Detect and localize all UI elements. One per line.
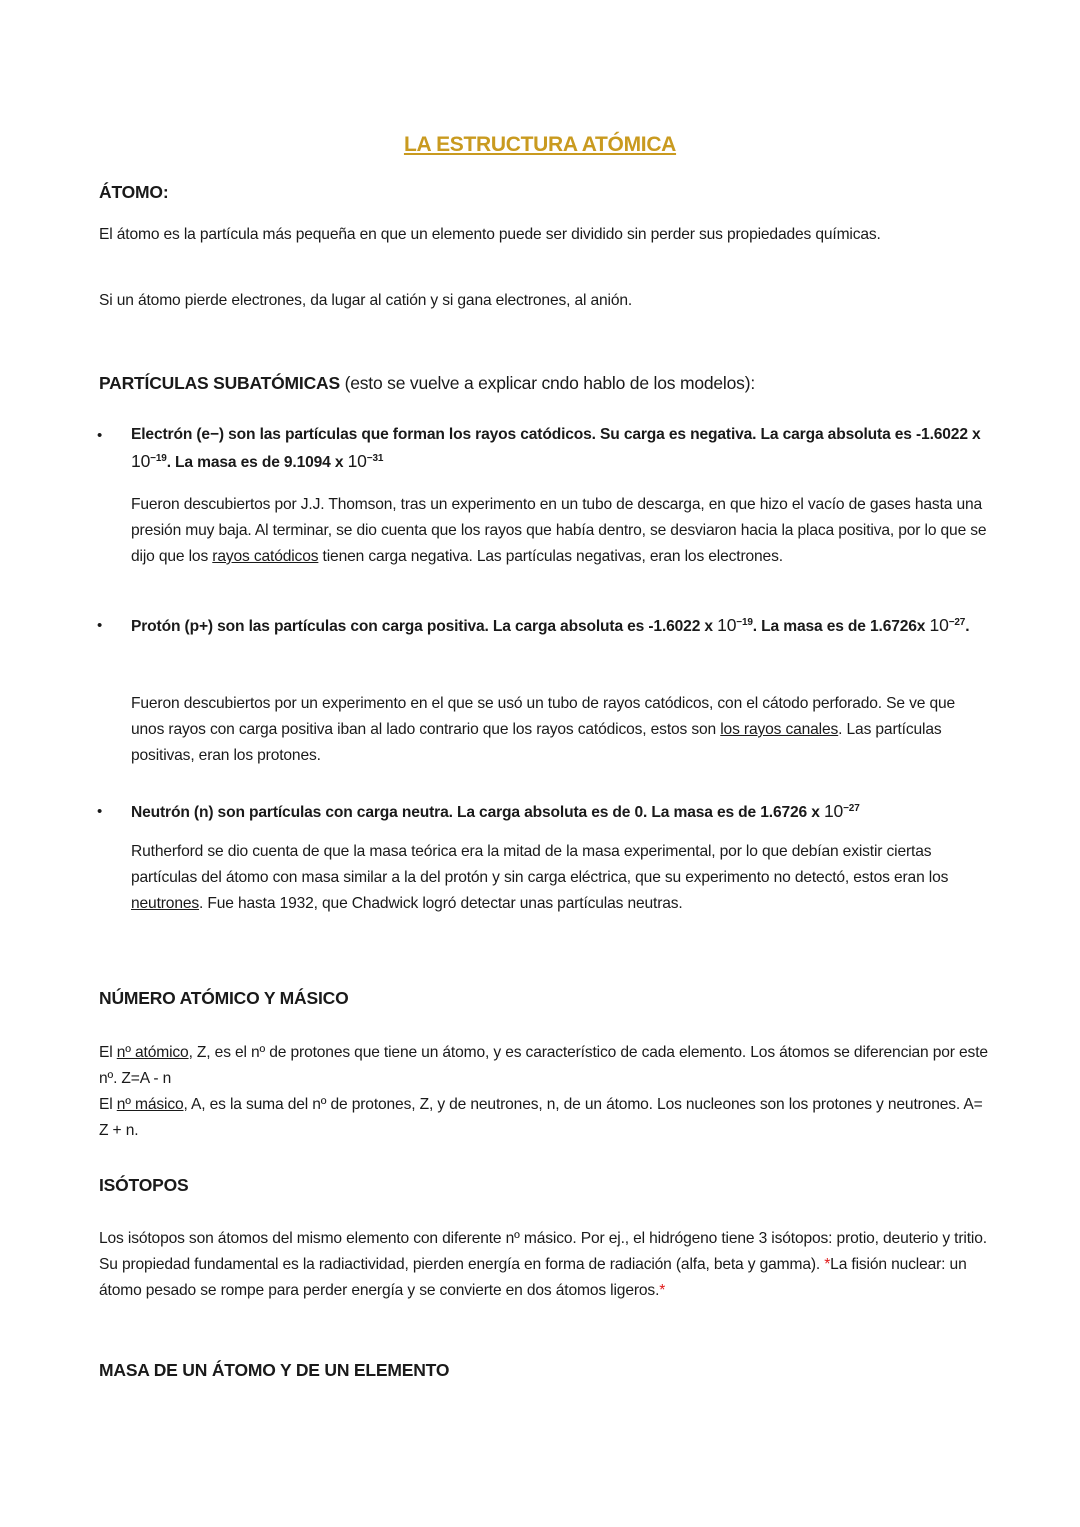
proton-desc-b: . Las partículas positivas, eran los protones. xyxy=(131,721,942,764)
proton-summary xyxy=(131,612,991,640)
electron-mass-lead: . La masa es de 9.1094 x xyxy=(166,454,348,471)
proton-end: . xyxy=(965,618,970,635)
proton-description xyxy=(131,691,991,769)
neutron-description xyxy=(131,839,991,917)
neutron-summary xyxy=(131,798,991,826)
proton-desc-a: Fueron descubiertos por un experimento en el que se usó un tubo de rayos catódicos, con el cátodo perforado. Se ve que unos rayos con carga positiva iban al lado contrario que los rayos catódicos, estos son xyxy=(131,695,956,738)
electron-mass-base: 10 xyxy=(347,451,367,471)
isotopos-body: Los isótopos son átomos del mismo elemento con diferente nº másico. Por ej., el hidrógeno tiene 3 isótopos: protio, deuterio y tritio. Su propiedad fundamental es la radiactividad, pierden energía en forma de radiación (alfa, beta y gamma). xyxy=(99,1230,987,1273)
asterisk-close: * xyxy=(659,1282,666,1299)
bullet-proton: • xyxy=(97,617,103,634)
numero-masico-term: nº másico xyxy=(116,1096,184,1113)
electron-desc-a: Fueron descubiertos por J.J. Thomson, tras un experimento en un tubo de descarga, en que hizo el vacío de gases hasta una presión muy baja. Al terminar, se dio cuenta que los rayos que había dentro, se desviaron hacia la placa positiva, por lo que se dijo que los xyxy=(131,496,987,565)
proton-mass-base: 10 xyxy=(929,615,949,635)
numero-atomico-term: nº atómico xyxy=(116,1044,189,1061)
masa-heading: MASA DE UN ÁTOMO Y DE UN ELEMENTO xyxy=(99,1360,450,1380)
electron-description xyxy=(131,492,991,570)
neutron-mass-exponent: −27 xyxy=(843,802,860,814)
electron-charge-exponent: −19 xyxy=(150,452,167,464)
numero-masico-b: , A, es la suma del nº de protones, Z, y de neutrones, n, de un átomo. Los nucleones son los protones y neutrones. A= Z + n. xyxy=(99,1096,983,1139)
asterisk-open: * xyxy=(824,1256,831,1273)
proton-mass-lead: . La masa es de 1.6726x xyxy=(752,618,930,635)
proton-charge-exponent: −19 xyxy=(736,616,753,628)
fision-note: La fisión nuclear: un átomo pesado se rompe para perder energía y se convierte en dos átomos ligeros. xyxy=(99,1256,967,1299)
proton-charge-base: 10 xyxy=(717,615,737,635)
electron-desc-b: tienen carga negativa. Las partículas negativas, eran los electrones. xyxy=(318,548,783,565)
proton-lead: Protón (p+) son las partículas con carga positiva. La carga absoluta es -1.6022 x xyxy=(131,618,718,635)
electron-lead: Electrón (e−) son las partículas que forman los rayos catódicos. Su carga es negativa. La carga absoluta es -1.6022 x xyxy=(131,426,981,443)
numero-atomico-b: , Z, es el nº de protones que tiene un átomo, y es característico de cada elemento. Los átomos se diferencian por este nº. Z=A - n xyxy=(99,1044,988,1087)
neutrones-term: neutrones xyxy=(131,895,200,912)
numero-atomico-a: El xyxy=(99,1044,117,1061)
numero-atomico-text xyxy=(99,1040,989,1144)
particulas-heading-label: PARTÍCULAS SUBATÓMICAS xyxy=(99,373,340,393)
rayos-canales-term: los rayos canales xyxy=(720,721,839,738)
neutron-mass-base: 10 xyxy=(823,801,844,821)
neutron-lead: Neutrón (n) son partículas con carga neutra. La carga absoluta es de 0. La masa es de 1.6726 x xyxy=(131,804,824,821)
page-title: LA ESTRUCTURA ATÓMICA xyxy=(403,133,677,156)
particulas-heading xyxy=(99,373,755,394)
isotopos-heading: ISÓTOPOS xyxy=(99,1175,189,1195)
particulas-heading-note: (esto se vuelve a explicar cndo hablo de los modelos): xyxy=(339,373,755,393)
bullet-neutron: • xyxy=(97,803,103,820)
atomo-ions: Si un átomo pierde electrones, da lugar al catión y si gana electrones, al anión. xyxy=(99,292,633,309)
isotopos-text xyxy=(99,1226,989,1304)
neutron-desc-b: . Fue hasta 1932, que Chadwick logró detectar unas partículas neutras. xyxy=(199,895,683,912)
rayos-catodicos-term: rayos catódicos xyxy=(212,548,319,565)
atomo-heading: ÁTOMO: xyxy=(99,182,169,202)
bullet-electron: • xyxy=(97,427,103,444)
atomo-definition: El átomo es la partícula más pequeña en que un elemento puede ser dividido sin perder sus propiedades químicas. xyxy=(99,226,881,243)
numero-masico-a: El xyxy=(99,1096,117,1113)
proton-mass-exponent: −27 xyxy=(948,616,966,628)
electron-charge-base: 10 xyxy=(131,451,151,471)
electron-mass-exponent: −31 xyxy=(366,452,384,464)
electron-summary xyxy=(131,422,991,476)
numero-heading: NÚMERO ATÓMICO Y MÁSICO xyxy=(99,988,349,1008)
neutron-desc-a: Rutherford se dio cuenta de que la masa teórica era la mitad de la masa experimental, por lo que debían existir ciertas partículas del átomo con masa similar a la del protón y sin carga eléctrica, que su experimento no detectó, estos eran los xyxy=(131,843,949,886)
